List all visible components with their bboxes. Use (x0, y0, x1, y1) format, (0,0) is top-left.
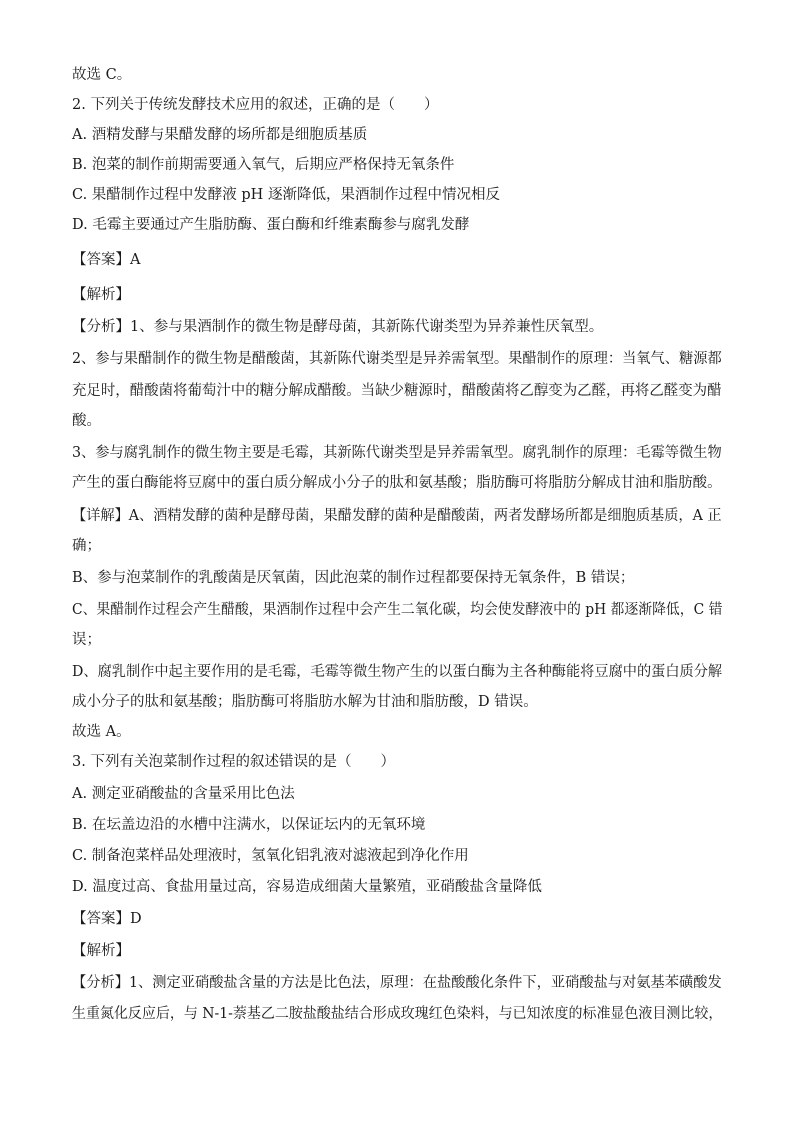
question-3-option-b: B. 在坛盖边沿的水槽中注满水，以保证坛内的无氧环境 (72, 817, 426, 833)
question-3-option-a: A. 测定亚硝酸盐的含量采用比色法 (72, 786, 295, 802)
answer-label: 【答案】A (72, 252, 141, 268)
text-line: 酸。 (72, 413, 101, 429)
text-line: D、腐乳制作中起主要作用的是毛霉，毛霉等微生物产生的以蛋白酶为主各种酶能将豆腐中的蛋白质分解 (72, 664, 723, 680)
question-3-option-d: D. 温度过高、食盐用量过高，容易造成细菌大量繁殖，亚硝酸盐含量降低 (72, 879, 542, 895)
text-line: 充足时，醋酸菌将葡萄汁中的糖分解成醋酸。当缺少糖源时，醋酸菌将乙醇变为乙醛，再将乙醛变为醋 (72, 383, 722, 399)
question-3-option-c: C. 制备泡菜样品处理液时，氢氧化铝乳液对滤液起到净化作用 (72, 848, 469, 864)
text-line: 【详解】A、酒精发酵的菌种是酵母菌，果醋发酵的菌种是醋酸菌，两者发酵场所都是细胞质基质，A 正 (72, 508, 722, 524)
text-line: 3、参与腐乳制作的微生物主要是毛霉，其新陈代谢类型是异养需氧型。腐乳制作的原理：毛霉等微生物 (72, 445, 722, 461)
text-line: 确； (72, 538, 101, 554)
text-line: 产生的蛋白酶能将豆腐中的蛋白质分解成小分子的肽和氨基酸；脂肪酶可将脂肪分解成甘油和脂肪酸。 (72, 475, 722, 491)
question-2-option-c: C. 果醋制作过程中发酵液 pH 逐渐降低，果酒制作过程中情况相反 (72, 187, 500, 203)
question-3-stem: 3. 下列有关泡菜制作过程的叙述错误的是（ ） (72, 754, 395, 770)
text-line: 生重氮化反应后，与 N-1-萘基乙二胺盐酸盐结合形成玫瑰红色染料，与已知浓度的标准显色液目测比较， (72, 1006, 723, 1022)
text-line: 2、参与果醋制作的微生物是醋酸菌，其新陈代谢类型是异养需氧型。果醋制作的原理：当氧气、糖源都 (72, 351, 722, 367)
analysis-label: 【解析】 (72, 943, 130, 959)
text-line: 成小分子的肽和氨基酸；脂肪酶可将脂肪水解为甘油和脂肪酸，D 错误。 (72, 694, 538, 710)
analysis-label: 【解析】 (72, 287, 130, 303)
text-line: 【分析】1、参与果酒制作的微生物是酵母菌，其新陈代谢类型为异养兼性厌氧型。 (72, 319, 604, 335)
text-line: 故选 C。 (72, 67, 132, 83)
text-line: B、参与泡菜制作的乳酸菌是厌氧菌，因此泡菜的制作过程都要保持无氧条件，B 错误； (72, 570, 635, 586)
text-line: 误； (72, 632, 101, 648)
answer-label: 【答案】D (72, 911, 142, 927)
text-line: 【分析】1、测定亚硝酸盐含量的方法是比色法，原理：在盐酸酸化条件下，亚硝酸盐与对氨基苯磺酸发 (72, 975, 722, 991)
question-2-option-b: B. 泡菜的制作前期需要通入氧气，后期应严格保持无氧条件 (72, 157, 455, 173)
text-line: 故选 A。 (72, 724, 131, 740)
question-2-stem: 2. 下列关于传统发酵技术应用的叙述，正确的是（ ） (72, 97, 439, 113)
text-line: C、果醋制作过程会产生醋酸，果酒制作过程中会产生二氧化碳，均会使发酵液中的 pH 都逐渐降低，C 错 (72, 602, 723, 618)
question-2-option-a: A. 酒精发酵与果醋发酵的场所都是细胞质基质 (72, 127, 368, 143)
question-2-option-d: D. 毛霉主要通过产生脂肪酶、蛋白酶和纤维素酶参与腐乳发酵 (72, 217, 470, 233)
